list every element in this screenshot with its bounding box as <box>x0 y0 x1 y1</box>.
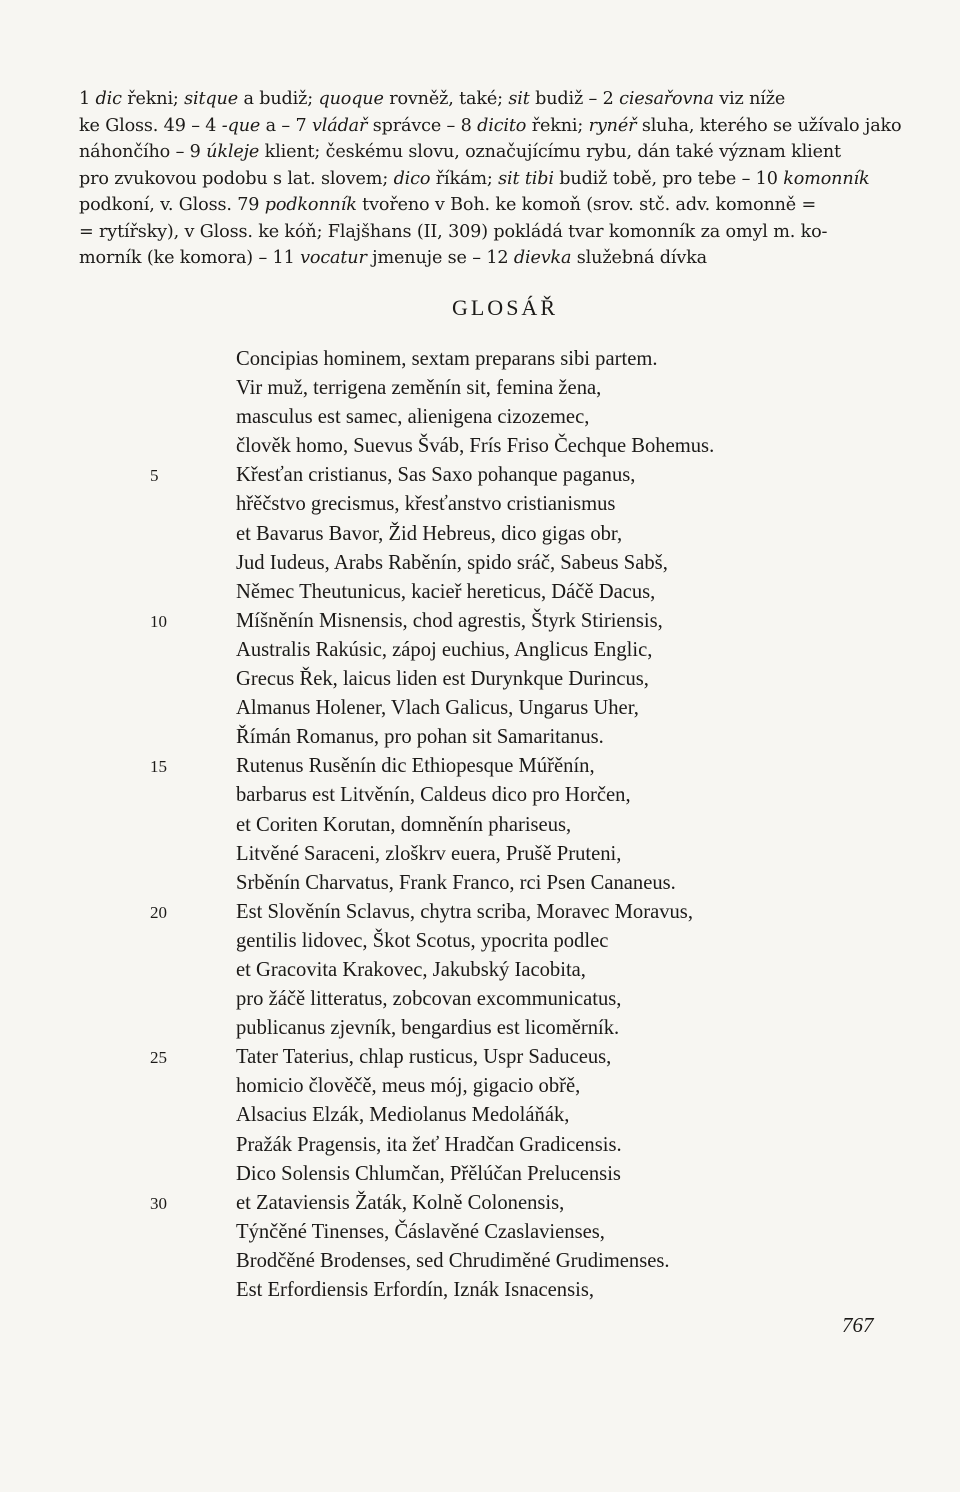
footnote-term: sit tibi <box>498 168 554 189</box>
glossary-poem <box>150 345 910 1305</box>
verse-line <box>150 461 910 490</box>
verse-text: Týnčěné Tinenses, Čáslavěné Czaslavienses, <box>236 1220 605 1243</box>
verse-line <box>150 694 910 723</box>
verse-text: Němec Theutunicus, kacieř hereticus, Dáčě Dacus, <box>236 580 656 603</box>
footnote-term: quoque <box>318 89 384 109</box>
verse-text: masculus est samec, alienigena cizozemec, <box>236 406 590 429</box>
verse-line <box>150 898 910 927</box>
footnote-text: podkoní, v. Gloss. 79 <box>79 195 265 215</box>
footnote-text: řekni; <box>526 115 589 136</box>
verse-text: et Zataviensis Žaták, Kolně Colonensis, <box>236 1191 565 1214</box>
verse-text: pro žáčě litteratus, zobcovan excommunicatus, <box>236 988 622 1011</box>
verse-line <box>150 781 910 810</box>
verse-line <box>150 403 910 432</box>
line-number: 30 <box>150 1193 167 1213</box>
verse-text: Vir muž, terrigena zeměnín sit, femina žena, <box>236 377 602 400</box>
verse-text: Srběnín Charvatus, Frank Franco, rci Psen Cananeus. <box>236 871 676 894</box>
verse-text: Rutenus Rusěnín dic Ethiopesque Múřěnín, <box>236 755 595 778</box>
verse-text: Brodčěné Brodenses, sed Chrudiměné Grudimenses. <box>236 1249 670 1272</box>
footnote-term: vládař <box>311 115 368 136</box>
footnote-line <box>79 192 879 219</box>
verse-text: homicio člověčě, meus mój, gigacio obřě, <box>236 1075 581 1098</box>
verse-line <box>150 723 910 752</box>
footnote-term: ciesařovna <box>619 89 714 109</box>
verse-line <box>150 345 910 374</box>
footnote-term: komonník <box>783 168 870 189</box>
footnote-term: dievka <box>513 248 572 268</box>
footnote-term: sitque <box>184 89 238 109</box>
verse-text: hřěčstvo grecismus, křesťanstvo cristianismus <box>236 493 616 516</box>
footnote-line <box>79 86 879 113</box>
verse-line <box>150 1160 910 1189</box>
verse-text: člověk homo, Suevus Šváb, Frís Friso Čechque Bohemus. <box>236 435 715 458</box>
footnote-text: správce – 8 <box>367 115 478 136</box>
footnote-text: jmenuje se – 12 <box>366 248 514 268</box>
footnote-line <box>79 139 879 166</box>
footnote-term: -que <box>221 115 261 136</box>
verse-text: Alsacius Elzák, Mediolanus Medoláňák, <box>236 1104 570 1127</box>
footnote-term: dico <box>393 168 431 189</box>
footnote-text: 1 <box>79 89 96 109</box>
verse-text: Tater Taterius, chlap rusticus, Uspr Saduceus, <box>236 1046 612 1069</box>
verse-line <box>150 811 910 840</box>
verse-line <box>150 1276 910 1305</box>
verse-text: Concipias hominem, sextam preparans sibi partem. <box>236 348 658 370</box>
verse-line <box>150 374 910 403</box>
footnotes <box>79 86 902 272</box>
verse-text: publicanus zjevník, bengardius est licoměrník. <box>236 1017 620 1040</box>
footnote-text: řekni; <box>121 89 185 109</box>
footnote-text: sluha, kterého se užívalo jako <box>636 115 902 136</box>
verse-line <box>150 1072 910 1101</box>
verse-text: et Coriten Korutan, domněnín phariseus, <box>236 813 572 836</box>
verse-line <box>150 1101 910 1130</box>
line-number: 20 <box>150 902 167 922</box>
verse-text: Jud Iudeus, Arabs Raběnín, spido sráč, Sabeus Sabš, <box>236 551 668 574</box>
footnote-text: rovněž, také; <box>383 89 509 109</box>
verse-text: Římán Romanus, pro pohan sit Samaritanus. <box>236 726 604 749</box>
footnote-text: ke Gloss. 49 – 4 <box>79 115 222 136</box>
verse-text: Dico Solensis Chlumčan, Přělúčan Prelucensis <box>236 1162 621 1185</box>
verse-text: Australis Rakúsic, zápoj euchius, Anglicus Englic, <box>236 638 653 661</box>
verse-line <box>150 578 910 607</box>
footnote-text: a – 7 <box>260 115 312 136</box>
footnote-term: podkonník <box>264 195 357 215</box>
verse-text: gentilis lidovec, Škot Scotus, ypocrita podlec <box>236 929 609 952</box>
footnote-term: vocatur <box>300 248 367 268</box>
footnote-line <box>79 219 879 246</box>
section-heading: GLOSÁŘ <box>451 295 558 320</box>
footnote-text: = rytířsky), v Gloss. ke kóň; Flajšhans (II, 309) pokládá tvar komonník za omyl m. ko- <box>79 221 828 242</box>
verse-line <box>150 956 910 985</box>
footnote-term: sit <box>508 89 530 109</box>
verse-text: Litvěné Saraceni, zloškrv euera, Prušě Pruteni, <box>236 842 622 865</box>
verse-line <box>150 520 910 549</box>
footnote-text: morník (ke komora) – 11 <box>79 248 301 268</box>
footnote-text: tvořeno v Boh. ke komoň (srov. stč. adv. komonně = <box>356 195 817 215</box>
verse-line <box>150 985 910 1014</box>
footnote-text: náhončího – 9 <box>79 142 207 162</box>
footnote-text: a budiž; <box>238 89 319 109</box>
verse-text: barbarus est Litvěnín, Caldeus dico pro Horčen, <box>236 784 631 807</box>
verse-line <box>150 927 910 956</box>
footnote-term: rynéř <box>588 115 637 136</box>
verse-line <box>150 1247 910 1276</box>
verse-text: Est Slověnín Sclavus, chytra scriba, Moravec Moravus, <box>236 900 693 923</box>
footnote-text: budiž – 2 <box>529 89 620 109</box>
footnote-line <box>79 166 879 193</box>
verse-line <box>150 1189 910 1218</box>
footnote-text: klient; českému slovu, označujícímu rybu, dán také význam klient <box>259 142 841 162</box>
verse-line <box>150 636 910 665</box>
footnote-term: úkleje <box>206 142 260 162</box>
footnote-text: viz níže <box>713 89 786 109</box>
verse-line <box>150 869 910 898</box>
verse-text: Pražák Pragensis, ita žeť Hradčan Gradicensis. <box>236 1133 622 1156</box>
verse-line <box>150 1043 910 1072</box>
line-number: 15 <box>150 757 167 777</box>
verse-text: Křesťan cristianus, Sas Saxo pohanque paganus, <box>236 464 636 487</box>
verse-line <box>150 1131 910 1160</box>
verse-line <box>150 752 910 781</box>
footnote-text: říkám; <box>430 168 499 189</box>
verse-text: Grecus Řek, laicus liden est Durynkque Durincus, <box>236 668 649 691</box>
verse-text: Est Erfordiensis Erfordín, Iznák Isnacensis, <box>236 1279 594 1301</box>
line-number: 5 <box>150 466 159 486</box>
footnote-text: služebná dívka <box>571 248 708 268</box>
verse-text: et Bavarus Bavor, Žid Hebreus, dico gigas obr, <box>236 522 623 545</box>
verse-line <box>150 432 910 461</box>
footnote-line <box>79 245 879 272</box>
verse-line <box>150 840 910 869</box>
verse-text: Almanus Holener, Vlach Galicus, Ungarus Uher, <box>236 697 639 720</box>
footnote-text: budiž tobě, pro tebe – 10 <box>553 168 784 189</box>
verse-line <box>150 665 910 694</box>
footnote-line <box>79 113 902 140</box>
verse-line <box>150 490 910 519</box>
footnote-term: dicito <box>477 115 527 136</box>
verse-line <box>150 549 910 578</box>
line-number: 25 <box>150 1048 167 1068</box>
verse-line <box>150 1014 910 1043</box>
footnote-text: pro zvukovou podobu s lat. slovem; <box>79 168 394 189</box>
verse-line <box>150 607 910 636</box>
verse-line <box>150 1218 910 1247</box>
verse-text: Míšněnín Misnensis, chod agrestis, Štyrk Stiriensis, <box>236 609 663 632</box>
footnote-term: dic <box>95 89 122 109</box>
page-number: 767 <box>842 1313 874 1337</box>
line-number: 10 <box>150 611 167 631</box>
verse-text: et Gracovita Krakovec, Jakubský Iacobita, <box>236 958 586 981</box>
